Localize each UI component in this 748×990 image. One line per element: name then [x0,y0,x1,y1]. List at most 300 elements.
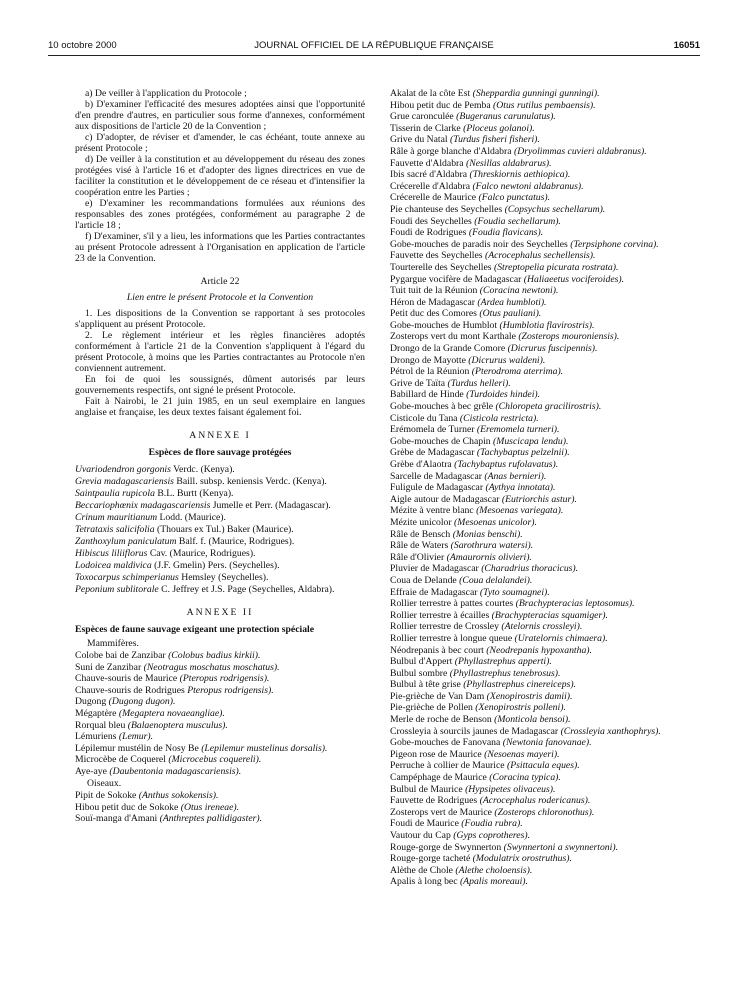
bird-entry [390,529,680,540]
common-name: Crécerelle d'Aldabra [390,180,473,192]
mammal-entry [75,766,365,777]
bird-entry [390,123,680,134]
paragraph-c: c) D'adopter, de réviser et d'amender, le cas échéant, toute annexe au présent Protocole ; [75,132,365,154]
bird-entry [390,610,680,621]
bird-entry [390,505,680,516]
scientific-name: (Otus ireneae). [180,801,240,813]
article-paragraph-4: Fait à Nairobi, le 21 juin 1985, en un seul exemplaire en langues anglaise et française, les deux textes faisant également foi. [75,396,365,418]
scientific-name: (Brachypteracias squamiger). [491,609,608,621]
plant-entry [75,584,365,595]
common-name: Alèthe de Chole [390,864,456,876]
scientific-name: (Mesoenas unicolor). [454,516,537,528]
mammal-entry [75,754,365,765]
scientific-name: (Phyllastrephus apperti). [454,656,552,668]
bird-entry [390,517,680,528]
common-name: Sarcelle de Madagascar [390,470,485,482]
common-name: Mézite à ventre blanc [390,505,477,517]
bird-entry [390,772,680,783]
scientific-name: (Phyllastrephus cinereiceps). [463,679,576,691]
bird-entry [390,726,680,737]
scientific-name: (Hypsipetes olivaceus). [465,783,556,795]
paragraph-f: f) D'examiner, s'il y a lieu, les informations que les Parties contractantes au présent Protocole adressent à l'Organisation en application de l'article 23 de la Convention. [75,231,365,264]
bird-entry [390,818,680,829]
common-name: Gobe-mouches de Fanovana [390,737,503,749]
bird-entry [390,436,680,447]
common-name: Râle de Waters [390,540,451,552]
common-name: Hibou petit duc de Sokoke [75,801,181,813]
scientific-name: Saintpaulia rupicola [75,488,155,499]
common-name: Chauve-souris de Rodrigues [75,684,188,696]
bird-entry [390,134,680,145]
scientific-name: (Colobus badius kirkii). [168,650,261,661]
scientific-name: Grevia madagascariensis [75,476,174,487]
bird-entry [390,737,680,748]
plant-entry [75,536,365,547]
common-name: Effraie de Madagascar [390,586,480,598]
scientific-name: (Anas bernieri). [484,470,547,482]
scientific-name: (Streptopelia picurata rostrata). [493,261,619,273]
header-journal-title: JOURNAL OFFICIEL DE LA RÉPUBLIQUE FRANÇAISE [254,40,494,51]
scientific-name: (Falco punctatus). [478,192,551,204]
bird-entry [390,285,680,296]
scientific-name: (Turdus fisheri fisheri). [450,134,540,146]
mammal-entry [75,720,365,731]
scientific-name: Hibiscus liliiflorus [75,548,148,559]
scientific-name: (Neotragus moschatus moschatus). [143,661,280,673]
bird-entry [390,540,680,551]
bird-entry [390,366,680,377]
common-name: Akalat de la côte Est [390,88,473,99]
common-name: Vautour du Cap [390,830,454,841]
bird-entry [390,216,680,227]
scientific-name: Crinum mauritianum [75,512,158,523]
common-name: Suni de Zanzibar [75,661,144,673]
scientific-name: (Alethe choloensis). [455,864,533,876]
scientific-name: (Atelornis crossleyi). [501,621,583,633]
common-name: Babillard de Hinde [390,389,467,401]
common-name: Bulbul sombre [390,667,450,679]
common-name: Fauvette des Seychelles [390,250,485,262]
bird-entry [390,830,680,841]
annex-1-title: ANNEXE I [189,430,251,441]
common-name: Rollier terrestre à pattes courtes [390,598,516,610]
scientific-name: (Foudia sechellarum). [474,215,561,227]
scientific-name: (Eutriorchis astur). [501,493,577,505]
bird-entry [390,181,680,192]
bird-entry [390,274,680,285]
common-name: Microcèbe de Coquerel [75,754,169,766]
bird-entry [390,343,680,354]
scientific-name: (Phyllastrephus tenebrosus). [449,667,561,679]
scientific-name: (Tachybaptus rufolavatus). [454,459,559,470]
scientific-name: Lodoicea maldivica [75,560,152,571]
scientific-name: (Ploceus golanoi). [463,122,535,134]
common-name: Gobe-mouches de Humblot [390,319,500,331]
common-name: Rollier terrestre de Crossley [390,621,502,633]
common-name: Râle d'Olivier [390,551,447,563]
common-name: Crossleyia à sourcils jaunes de Madagascar [390,725,561,737]
common-name: Hibou petit duc de Pemba [390,99,494,111]
scientific-name: (Brachypteracias leptosomus). [515,598,635,610]
authority: Verdc. (Kenya). [170,464,235,475]
scientific-name: (Nesoenas mayeri). [484,748,560,760]
scientific-name: (Monias benschi). [452,528,523,540]
bird-entry [390,807,680,818]
common-name: Grue caronculée [390,111,457,123]
scientific-name: Toxocarpus schimperianus [75,572,179,583]
mammal-entry [75,650,365,661]
common-name: Gobe-mouches à bec grêle [390,401,496,413]
bird-entry [390,355,680,366]
common-name: Grèbe de Madagascar [390,447,477,459]
scientific-name: (Muscicapa lendu). [493,435,569,447]
bird-entry [390,876,680,887]
bird-entry [390,645,680,656]
scientific-name: (Dugong dugon). [108,696,176,708]
scientific-name: (Microcebus coquereli). [168,754,262,766]
plant-entry [75,572,365,583]
bird-entry [390,714,680,725]
common-name: Héron de Madagascar [390,296,478,308]
common-name: Fauvette de Rodrigues [390,795,480,807]
common-name: Gobe-mouches de paradis noir des Seychelles [390,238,571,250]
common-name: Bulbul de Maurice [390,783,466,795]
common-name: Fauvette d'Aldabra [390,157,466,169]
common-name: Aigle autour de Madagascar [390,493,502,505]
bird-entry [390,250,680,261]
paragraph-a: a) De veiller à l'application du Protocole ; [85,88,247,99]
bird-entry [390,482,680,493]
common-name: Perruche à collier de Maurice [390,760,507,772]
scientific-name: (Acrocephalus rodericanus). [479,795,591,807]
annex-2-title: ANNEXE II [186,607,254,618]
scientific-name: (Anthus sokokensis). [138,789,219,801]
scientific-name: (Bugeranus carunulatus). [456,111,556,123]
right-column [390,88,680,888]
scientific-name: (Xenopirostris polleni). [475,702,566,714]
plant-entry [75,548,365,559]
bird-entry [390,146,680,157]
bird-entry [390,749,680,760]
common-name: Grive du Natal [390,134,450,146]
common-name: Rollier terrestre à écailles [390,609,492,621]
mammal-list [75,650,365,777]
scientific-name: (Charadrius thoracicus). [481,563,579,575]
scientific-name: (Falco newtoni aldabranus). [472,180,584,192]
common-name: Pie chanteuse des Seychelles [390,203,505,215]
authority: (Thouars ex Tul.) Baker (Maurice). [154,524,294,535]
birds-label: Oiseaux. [87,777,122,789]
mammal-entry [75,685,365,696]
common-name: Drongo de Mayotte [390,354,469,366]
bird-entry [390,702,680,713]
common-name: Grive de Taïta [390,377,448,389]
bird-entry [390,424,680,435]
scientific-name: (Sheppardia gunningi gunningi). [472,88,600,99]
paragraph-d: d) De veiller à la constitution et au développement du réseau des zones protégées visé à l'article 16 et d'adopter des lignes directrices en vue de faciliter la constitution et le développement de ce réseau et d'intensifier la coopération entre les Parties ; [75,154,365,198]
bird-entry [390,865,680,876]
common-name: Foudi de Maurice [390,818,462,830]
scientific-name: (Otus pauliani). [479,308,542,320]
bird-entry [390,320,680,331]
scientific-name: (Acrocephalus sechellensis). [484,250,596,262]
bird-entry [390,100,680,111]
common-name: Pie-grièche de Van Dam [390,690,487,702]
paragraph-e: e) D'examiner les recommandations formulées aux réunions des responsables des zones protégées, conformément au paragraphe 2 de l'article 18 ; [75,198,365,231]
common-name: Néodrepanis à bec court [390,644,487,656]
scientific-name: (Copsychus sechellarum). [504,203,606,215]
scientific-name: (Ardea humbloti). [477,296,547,308]
scientific-name: Peponium sublitorale [75,584,159,595]
common-name: Lépilemur mustélin de Nosy Be [75,742,202,754]
scientific-name: (Turdus helleri). [447,377,511,389]
article-paragraph-3: En foi de quoi les soussignés, dûment autorisés par leurs gouvernements respectifs, ont signé le présent Protocole. [75,374,365,396]
bird-entry [390,633,680,644]
common-name: Merle de roche de Benson [390,714,495,726]
scientific-name: (Monticola bensoi). [494,714,571,726]
scientific-name: (Chloropeta gracilirostris). [495,401,602,413]
bird-entry [390,760,680,771]
bird-entry [390,494,680,505]
scientific-name: (Eremomela turneri). [476,424,560,436]
bird-entry [390,413,680,424]
bird-entry [390,691,680,702]
plant-entry [75,488,365,499]
mammal-entry [75,708,365,719]
scientific-name: Pteropus rodrigensis). [187,684,274,696]
plant-entry [75,500,365,511]
scientific-name: (Neodrepanis hypoxantha). [486,644,592,656]
bird-entry [390,297,680,308]
plant-list [75,464,365,595]
common-name: Tisserin de Clarke [390,122,464,134]
scientific-name: (Modulatrix orostruthus). [472,853,572,865]
scientific-name: (Lemur). [118,731,154,743]
common-name: Foudi de Rodrigues [390,227,469,239]
bird-entry [390,262,680,273]
scientific-name: (Newtonia fanovanae). [502,737,592,749]
common-name: Dugong [75,696,109,708]
common-name: Pie-grièche de Pollen [390,702,476,714]
common-name: Bulbul d'Appert [390,656,455,668]
scientific-name: (Gyps coprotheres). [453,830,530,841]
article-paragraph-2: 2. Le règlement intérieur et les règles financières adoptés conformément à l'article 21 de la Convention s'appliquent à l'égard du présent Protocole, à moins que les Parties contractantes au Protocole n'en conviennent autrement. [75,330,365,374]
scientific-name: (Foudia rubra). [461,818,523,830]
common-name: Pygargue vocifère de Madagascar [390,273,524,285]
spacer [75,264,365,270]
scientific-name: (Coracina typica). [489,772,561,784]
scientific-name: (Uratelornis chimaera). [514,632,608,644]
bird-entry [390,378,680,389]
bird-entry [390,842,680,853]
common-name: Rouge-gorge tacheté [390,853,473,865]
common-name: Foudi des Seychelles [390,215,475,227]
plant-entry [75,512,365,523]
mammal-entry [75,743,365,754]
scientific-name: (Terpsiphone corvina). [570,238,659,250]
authority: Balf. f. (Maurice, Rodrigues). [176,536,295,547]
bird-entry [75,790,365,801]
bird-entry [390,784,680,795]
mammal-entry [75,696,365,707]
bird-entry [390,227,680,238]
scientific-name: Zanthoxylum paniculatum [75,536,177,547]
scientific-name: (Turdoides hindei). [466,389,541,401]
plant-entry [75,464,365,475]
bird-entry [390,459,680,470]
common-name: Drongo de la Grande Comore [390,343,508,355]
bird-entry [390,853,680,864]
common-name: Rouge-gorge de Swynnerton [390,841,504,853]
bird-entry [390,239,680,250]
scientific-name: (Balaenoptera musculus). [127,719,228,731]
bird-entry [390,204,680,215]
mammal-entry [75,662,365,673]
scientific-name: (Crossleyia xanthophrys). [560,725,661,737]
annex-2-heading: Espèces de faune sauvage exigeant une protection spéciale [75,624,315,635]
mammal-entry [75,673,365,684]
bird-entry [390,598,680,609]
scientific-name: (Megaptera novaeangliae). [118,707,225,719]
scientific-name: (Haliaeetus vociferoides). [523,273,625,285]
scientific-name: (Apalis moreaui). [459,876,528,888]
bird-entry [390,169,680,180]
scientific-name: (Amaurornis olivieri). [446,551,532,563]
scientific-name: (Anthreptes pallidigaster). [159,813,263,825]
scientific-name: (Lepilemur mustelinus dorsalis). [201,742,328,754]
authority: Jumelle et Perr. (Madagascar). [210,500,331,511]
bird-entry [390,401,680,412]
scientific-name: (Pterodroma aterrima). [471,366,564,378]
left-column [75,88,365,825]
scientific-name: (Daubentonia madagascariensis). [109,765,242,777]
mammal-entry [75,731,365,742]
authority: Hemsley (Seychelles). [178,572,269,583]
common-name: Aye-aye [75,765,110,777]
bird-entry [390,575,680,586]
scientific-name: (Nesillas aldabrarus). [466,157,552,169]
common-name: Chauve-souris de Maurice [75,673,180,685]
scientific-name: (Xenopirostris damii). [486,690,573,702]
common-name: Cisticole du Tana [390,412,460,424]
paragraph-b: b) D'examiner l'efficacité des mesures adoptées ainsi que l'opportunité d'en prendre d'autres, en particulier sous forme d'annexes, conformément aux dispositions de l'article 20 de la Convention ; [75,99,365,132]
scientific-name: (Tachybaptus pelzelnii). [476,447,570,459]
scientific-name: (Humblotia flavirostris). [499,319,595,331]
scientific-name: (Coua delalandei). [459,574,533,586]
plant-entry [75,560,365,571]
scientific-name: (Threskiornis aethiopica). [469,169,571,181]
mammals-label: Mammifères. [87,638,139,649]
scientific-name: Uvariodendron gorgonis [75,464,171,475]
bird-entry [390,587,680,598]
plant-entry [75,524,365,535]
common-name: Grèbe d'Alaotra [390,459,455,470]
bird-entry [390,158,680,169]
scientific-name: (Zosterops mouroniensis). [518,331,620,343]
header-rule [48,55,700,56]
authority: Cav. (Maurice, Rodrigues). [147,548,256,559]
authority: Baill. subsp. keniensis Verdc. (Kenya). [173,476,327,487]
scientific-name: (Zosterops chloronothus). [494,806,595,818]
common-name: Apalis à long bec [390,876,460,888]
common-name: Coua de Delande [390,574,460,586]
bird-entry [390,552,680,563]
common-name: Bulbul à tête grise [390,679,464,691]
common-name: Râle à gorge blanche d'Aldabra [390,145,514,157]
bird-entry [390,192,680,203]
bird-entry [390,563,680,574]
scientific-name: (Psittacula eques). [507,760,580,772]
common-name: Tuit tuit de la Réunion [390,285,480,297]
common-name: Rorqual bleu [75,719,128,731]
common-name: Zosterops vert de Maurice [390,806,495,818]
authority: Lodd. (Maurice). [157,512,226,523]
common-name: Lémuriens [75,731,119,743]
plant-entry [75,476,365,487]
scientific-name: Beccariophœnix madagascariensis [75,500,211,511]
scientific-name: (Swynnertoni a swynnertoni). [503,841,618,853]
scientific-name: (Sarothrura watersi). [450,540,534,552]
common-name: Mégaptère [75,707,119,719]
common-name: Ibis sacré d'Aldabra [390,169,470,181]
bird-entry [390,389,680,400]
common-name: Rollier terrestre à longue queue [390,632,515,644]
scientific-name: (Dicrurus fuscipennis). [507,343,598,355]
scientific-name: (Pteropus rodrigensis). [179,673,270,685]
header-date: 10 octobre 2000 [48,40,117,51]
common-name: Souï-manga d'Amani [75,813,160,825]
article-paragraph-1: 1. Les dispositions de la Convention se rapportant à ses protocoles s'appliquent au présent Protocole. [75,308,365,330]
annex-1-heading: Espèces de flore sauvage protégées [148,447,292,458]
bird-list-left [75,790,365,824]
scientific-name: (Aythya innotata). [485,482,556,494]
authority: C. Jeffrey et J.S. Page (Seychelles, Aldabra). [158,584,335,595]
bird-entry [390,656,680,667]
common-name: Pluvier de Madagascar [390,563,482,575]
common-name: Fuligule de Madagascar [390,482,486,494]
bird-entry [390,331,680,342]
bird-entry [75,813,365,824]
scientific-name: (Tyto soumagnei). [479,586,550,598]
common-name: Colobe bai de Zanzibar [75,650,169,661]
common-name: Crécerelle de Maurice [390,192,479,204]
bird-entry [390,621,680,632]
authority: (J.F. Gmelin) Pers. (Seychelles). [151,560,280,571]
common-name: Erémomela de Turner [390,424,477,436]
bird-entry [390,447,680,458]
scientific-name: (Mesoenas variegata). [476,505,564,517]
bird-entry [390,111,680,122]
scientific-name: (Dicrurus waldeni). [468,354,546,366]
common-name: Campéphage de Maurice [390,772,490,784]
bird-entry [75,802,365,813]
bird-list-right [390,88,680,887]
common-name: Gobe-mouches de Chapin [390,435,494,447]
common-name: Pipit de Sokoke [75,789,139,801]
common-name: Tourterelle des Seychelles [390,261,494,273]
bird-entry [390,679,680,690]
bird-entry [390,88,680,99]
bird-entry [390,471,680,482]
scientific-name: (Dryolimmas cuvieri aldabranus). [513,145,647,157]
article-subtitle: Lien entre le présent Protocole et la Convention [126,292,314,303]
article-title: Article 22 [200,276,240,287]
common-name: Petit duc des Comores [390,308,480,320]
common-name: Râle de Bensch [390,528,453,540]
scientific-name: (Coracina newtoni). [479,285,559,297]
common-name: Pétrol de la Réunion [390,366,472,378]
authority: B.L. Burtt (Kenya). [154,488,234,499]
